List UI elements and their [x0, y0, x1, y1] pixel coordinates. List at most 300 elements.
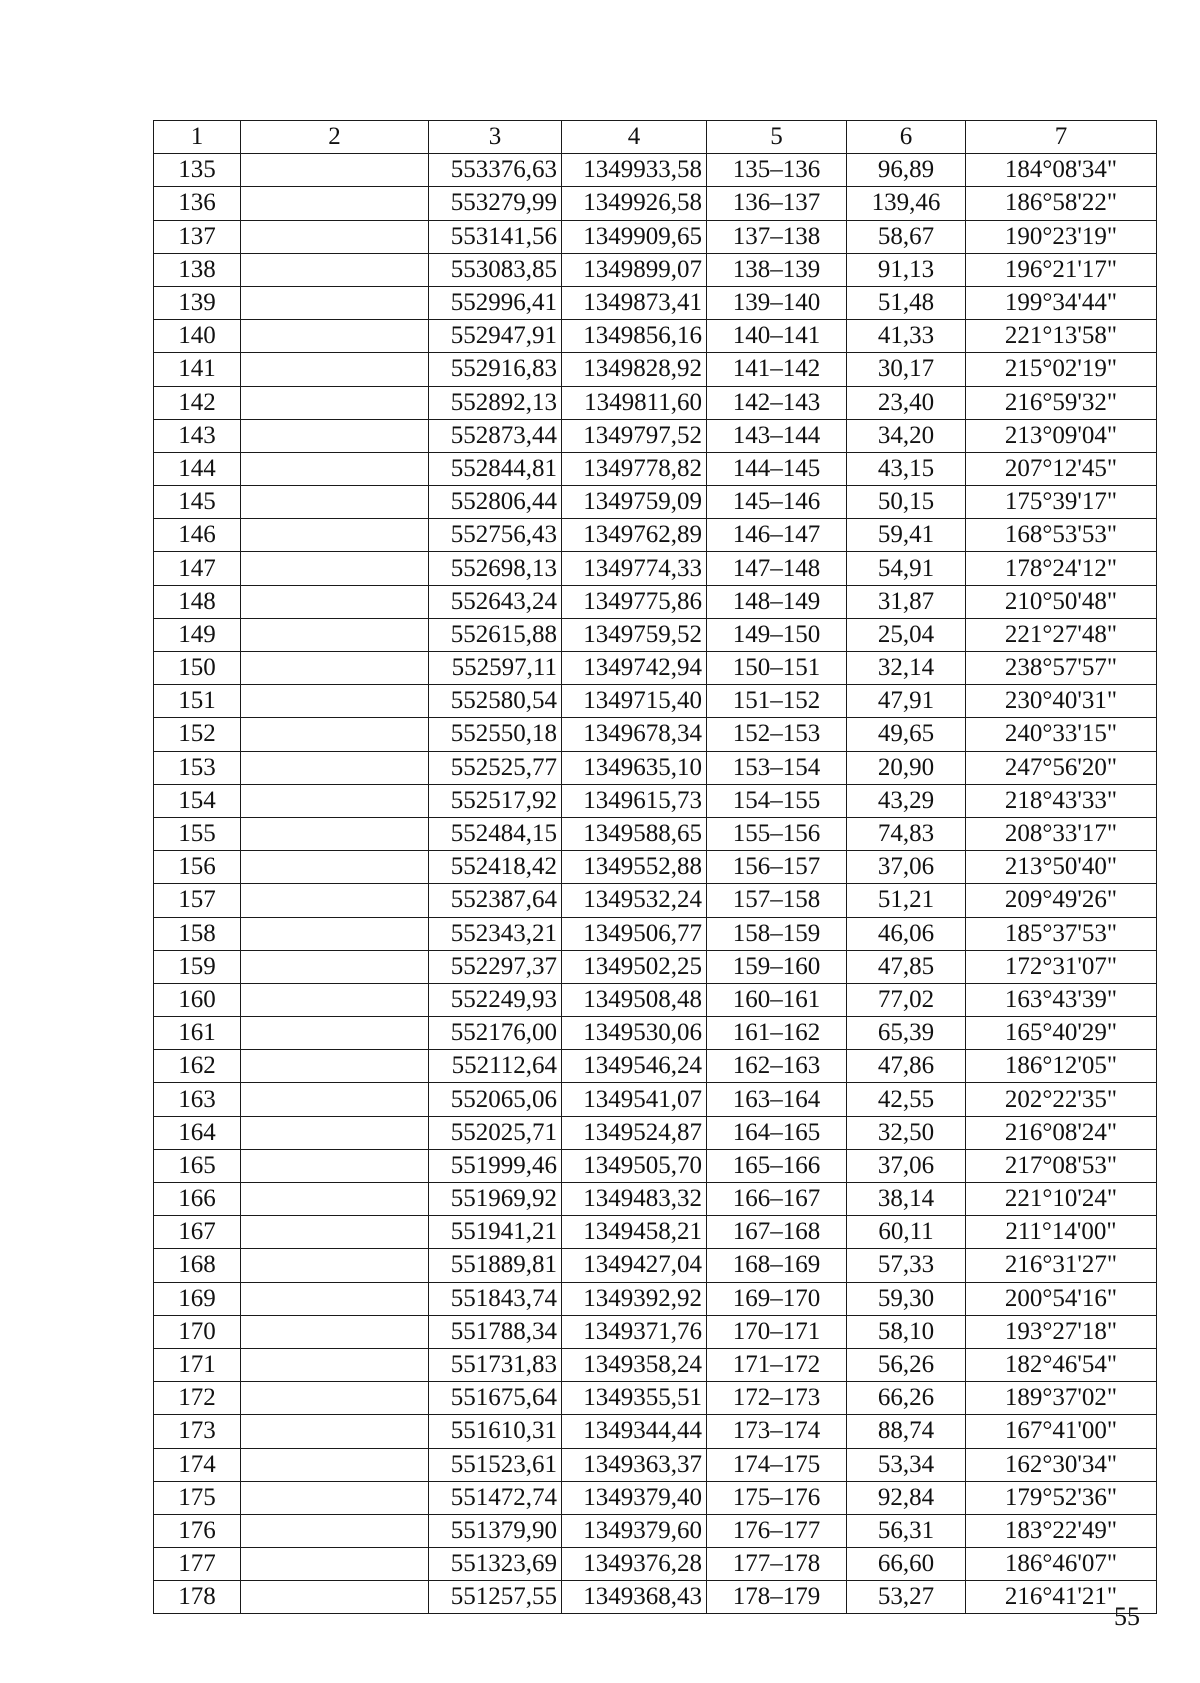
table-row	[154, 253, 1157, 286]
table-cell-col-1: 146	[154, 519, 241, 552]
table-cell-col-7: 211°14'00"	[966, 1216, 1157, 1249]
table-row	[154, 851, 1157, 884]
table-cell-col-3: 552525,77	[429, 751, 562, 784]
table-row	[154, 618, 1157, 651]
table-cell-col-3: 551323,69	[429, 1548, 562, 1581]
table-cell-col-7: 213°09'04"	[966, 419, 1157, 452]
table-cell-col-7: 210°50'48"	[966, 585, 1157, 618]
table-cell-col-7: 207°12'45"	[966, 452, 1157, 485]
table-cell-col-2	[241, 519, 429, 552]
table-cell-col-5: 177–178	[707, 1548, 847, 1581]
table-cell-col-7: 186°58'22"	[966, 187, 1157, 220]
table-cell-col-4: 1349506,77	[562, 917, 707, 950]
table-row	[154, 419, 1157, 452]
table-cell-col-4: 1349856,16	[562, 320, 707, 353]
table-cell-col-6: 66,26	[847, 1382, 966, 1415]
table-cell-col-5: 136–137	[707, 187, 847, 220]
table-cell-col-6: 56,26	[847, 1348, 966, 1381]
table-cell-col-3: 552756,43	[429, 519, 562, 552]
table-cell-col-7: 221°13'58"	[966, 320, 1157, 353]
table-cell-col-5: 156–157	[707, 851, 847, 884]
table-cell-col-2	[241, 1415, 429, 1448]
table-cell-col-6: 49,65	[847, 718, 966, 751]
table-row	[154, 353, 1157, 386]
table-cell-col-1: 166	[154, 1183, 241, 1216]
column-header-7: 7	[966, 121, 1157, 154]
table-cell-col-4: 1349508,48	[562, 983, 707, 1016]
table-cell-col-4: 1349635,10	[562, 751, 707, 784]
table-cell-col-4: 1349530,06	[562, 1017, 707, 1050]
table-cell-col-4: 1349379,40	[562, 1481, 707, 1514]
table-cell-col-1: 150	[154, 652, 241, 685]
table-cell-col-7: 216°59'32"	[966, 386, 1157, 419]
table-cell-col-4: 1349715,40	[562, 685, 707, 718]
table-cell-col-6: 37,06	[847, 1149, 966, 1182]
table-cell-col-2	[241, 1481, 429, 1514]
table-cell-col-2	[241, 1315, 429, 1348]
table-cell-col-2	[241, 1116, 429, 1149]
table-cell-col-4: 1349344,44	[562, 1415, 707, 1448]
table-cell-col-2	[241, 286, 429, 319]
table-cell-col-1: 174	[154, 1448, 241, 1481]
table-cell-col-6: 58,10	[847, 1315, 966, 1348]
table-cell-col-3: 552916,83	[429, 353, 562, 386]
table-cell-col-2	[241, 1348, 429, 1381]
table-cell-col-4: 1349926,58	[562, 187, 707, 220]
table-cell-col-4: 1349615,73	[562, 784, 707, 817]
table-cell-col-6: 60,11	[847, 1216, 966, 1249]
table-cell-col-1: 140	[154, 320, 241, 353]
table-row	[154, 1050, 1157, 1083]
table-cell-col-3: 552643,24	[429, 585, 562, 618]
table-cell-col-1: 163	[154, 1083, 241, 1116]
table-cell-col-6: 74,83	[847, 817, 966, 850]
table-cell-col-5: 140–141	[707, 320, 847, 353]
table-cell-col-6: 54,91	[847, 552, 966, 585]
table-body	[154, 154, 1157, 1614]
table-row	[154, 1183, 1157, 1216]
table-row	[154, 983, 1157, 1016]
table-cell-col-2	[241, 1382, 429, 1415]
table-cell-col-2	[241, 1581, 429, 1614]
table-cell-col-6: 88,74	[847, 1415, 966, 1448]
table-cell-col-1: 136	[154, 187, 241, 220]
table-cell-col-4: 1349392,92	[562, 1282, 707, 1315]
table-cell-col-6: 37,06	[847, 851, 966, 884]
table-cell-col-6: 51,21	[847, 884, 966, 917]
table-cell-col-6: 47,85	[847, 950, 966, 983]
table-cell-col-1: 170	[154, 1315, 241, 1348]
table-cell-col-4: 1349778,82	[562, 452, 707, 485]
table-row	[154, 1216, 1157, 1249]
table-cell-col-4: 1349376,28	[562, 1548, 707, 1581]
table-cell-col-3: 551731,83	[429, 1348, 562, 1381]
table-cell-col-6: 41,33	[847, 320, 966, 353]
table-row	[154, 817, 1157, 850]
table-cell-col-7: 196°21'17"	[966, 253, 1157, 286]
table-cell-col-3: 552597,11	[429, 652, 562, 685]
table-cell-col-4: 1349458,21	[562, 1216, 707, 1249]
table-cell-col-4: 1349899,07	[562, 253, 707, 286]
table-cell-col-4: 1349546,24	[562, 1050, 707, 1083]
table-row	[154, 652, 1157, 685]
table-cell-col-2	[241, 950, 429, 983]
table-cell-col-6: 59,41	[847, 519, 966, 552]
table-cell-col-4: 1349355,51	[562, 1382, 707, 1415]
table-cell-col-4: 1349678,34	[562, 718, 707, 751]
table-cell-col-4: 1349588,65	[562, 817, 707, 850]
table-cell-col-2	[241, 1083, 429, 1116]
table-cell-col-7: 162°30'34"	[966, 1448, 1157, 1481]
table-cell-col-4: 1349909,65	[562, 220, 707, 253]
table-cell-col-5: 160–161	[707, 983, 847, 1016]
table-cell-col-2	[241, 983, 429, 1016]
table-cell-col-7: 240°33'15"	[966, 718, 1157, 751]
table-cell-col-3: 551472,74	[429, 1481, 562, 1514]
table-cell-col-3: 552297,37	[429, 950, 562, 983]
table-cell-col-6: 92,84	[847, 1481, 966, 1514]
table-row	[154, 1448, 1157, 1481]
table-cell-col-6: 56,31	[847, 1514, 966, 1547]
table-cell-col-2	[241, 652, 429, 685]
table-cell-col-5: 143–144	[707, 419, 847, 452]
table-cell-col-5: 151–152	[707, 685, 847, 718]
table-cell-col-3: 552343,21	[429, 917, 562, 950]
table-cell-col-2	[241, 618, 429, 651]
table-cell-col-5: 155–156	[707, 817, 847, 850]
table-cell-col-3: 553376,63	[429, 154, 562, 187]
table-cell-col-3: 552025,71	[429, 1116, 562, 1149]
table-cell-col-2	[241, 419, 429, 452]
table-cell-col-4: 1349873,41	[562, 286, 707, 319]
table-cell-col-2	[241, 1183, 429, 1216]
table-cell-col-4: 1349427,04	[562, 1249, 707, 1282]
table-cell-col-7: 217°08'53"	[966, 1149, 1157, 1182]
table-cell-col-7: 216°31'27"	[966, 1249, 1157, 1282]
table-cell-col-7: 247°56'20"	[966, 751, 1157, 784]
table-cell-col-5: 135–136	[707, 154, 847, 187]
table-cell-col-4: 1349358,24	[562, 1348, 707, 1381]
table-cell-col-1: 167	[154, 1216, 241, 1249]
table-cell-col-7: 216°41'21"	[966, 1581, 1157, 1614]
table-cell-col-2	[241, 154, 429, 187]
table-cell-col-5: 147–148	[707, 552, 847, 585]
table-cell-col-7: 193°27'18"	[966, 1315, 1157, 1348]
table-cell-col-2	[241, 685, 429, 718]
table-cell-col-6: 53,27	[847, 1581, 966, 1614]
table-cell-col-3: 551523,61	[429, 1448, 562, 1481]
table-cell-col-2	[241, 386, 429, 419]
table-cell-col-6: 38,14	[847, 1183, 966, 1216]
table-cell-col-5: 148–149	[707, 585, 847, 618]
table-cell-col-5: 150–151	[707, 652, 847, 685]
column-header-2: 2	[241, 121, 429, 154]
table-cell-col-1: 157	[154, 884, 241, 917]
table-cell-col-1: 148	[154, 585, 241, 618]
table-cell-col-1: 164	[154, 1116, 241, 1149]
table-row	[154, 486, 1157, 519]
table-cell-col-2	[241, 486, 429, 519]
table-cell-col-5: 142–143	[707, 386, 847, 419]
table-cell-col-3: 552112,64	[429, 1050, 562, 1083]
table-cell-col-7: 202°22'35"	[966, 1083, 1157, 1116]
table-cell-col-3: 552806,44	[429, 486, 562, 519]
table-cell-col-7: 238°57'57"	[966, 652, 1157, 685]
table-cell-col-4: 1349759,09	[562, 486, 707, 519]
table-cell-col-2	[241, 718, 429, 751]
table-cell-col-3: 552892,13	[429, 386, 562, 419]
table-row	[154, 320, 1157, 353]
table-cell-col-5: 139–140	[707, 286, 847, 319]
table-cell-col-3: 552517,92	[429, 784, 562, 817]
table-cell-col-3: 552615,88	[429, 618, 562, 651]
table-cell-col-2	[241, 851, 429, 884]
table-cell-col-5: 168–169	[707, 1249, 847, 1282]
table-cell-col-2	[241, 452, 429, 485]
table-cell-col-1: 149	[154, 618, 241, 651]
table-cell-col-7: 167°41'00"	[966, 1415, 1157, 1448]
table-cell-col-7: 165°40'29"	[966, 1017, 1157, 1050]
table-cell-col-1: 153	[154, 751, 241, 784]
table-cell-col-3: 552249,93	[429, 983, 562, 1016]
table-cell-col-7: 163°43'39"	[966, 983, 1157, 1016]
table-cell-col-6: 65,39	[847, 1017, 966, 1050]
table-cell-col-1: 169	[154, 1282, 241, 1315]
table-cell-col-3: 551999,46	[429, 1149, 562, 1182]
table-cell-col-1: 147	[154, 552, 241, 585]
table-cell-col-2	[241, 253, 429, 286]
table-cell-col-4: 1349502,25	[562, 950, 707, 983]
table-cell-col-2	[241, 1282, 429, 1315]
table-cell-col-6: 53,34	[847, 1448, 966, 1481]
table-cell-col-7: 190°23'19"	[966, 220, 1157, 253]
table-cell-col-3: 551257,55	[429, 1581, 562, 1614]
table-header-row	[154, 121, 1157, 154]
table-cell-col-4: 1349379,60	[562, 1514, 707, 1547]
table-cell-col-1: 155	[154, 817, 241, 850]
table-row	[154, 784, 1157, 817]
table-cell-col-7: 186°12'05"	[966, 1050, 1157, 1083]
table-cell-col-1: 144	[154, 452, 241, 485]
table-row	[154, 386, 1157, 419]
table-cell-col-1: 175	[154, 1481, 241, 1514]
table-cell-col-4: 1349828,92	[562, 353, 707, 386]
table-cell-col-3: 552065,06	[429, 1083, 562, 1116]
table-cell-col-7: 200°54'16"	[966, 1282, 1157, 1315]
table-cell-col-2	[241, 817, 429, 850]
table-cell-col-7: 186°46'07"	[966, 1548, 1157, 1581]
table-row	[154, 1348, 1157, 1381]
table-cell-col-3: 551843,74	[429, 1282, 562, 1315]
table-cell-col-1: 171	[154, 1348, 241, 1381]
table-cell-col-6: 58,67	[847, 220, 966, 253]
page-number: 55	[1114, 1602, 1140, 1631]
table-cell-col-5: 153–154	[707, 751, 847, 784]
table-row	[154, 585, 1157, 618]
table-cell-col-4: 1349774,33	[562, 552, 707, 585]
table-cell-col-5: 178–179	[707, 1581, 847, 1614]
table-cell-col-5: 149–150	[707, 618, 847, 651]
coordinates-table	[153, 120, 1157, 1614]
table-cell-col-6: 47,86	[847, 1050, 966, 1083]
table-cell-col-6: 96,89	[847, 154, 966, 187]
table-cell-col-3: 551675,64	[429, 1382, 562, 1415]
table-cell-col-3: 552418,42	[429, 851, 562, 884]
table-cell-col-3: 552873,44	[429, 419, 562, 452]
table-cell-col-4: 1349371,76	[562, 1315, 707, 1348]
table-row	[154, 1282, 1157, 1315]
table-cell-col-3: 552996,41	[429, 286, 562, 319]
table-cell-col-5: 171–172	[707, 1348, 847, 1381]
table-cell-col-1: 177	[154, 1548, 241, 1581]
table-cell-col-7: 199°34'44"	[966, 286, 1157, 319]
table-cell-col-3: 551969,92	[429, 1183, 562, 1216]
table-row	[154, 1481, 1157, 1514]
table-cell-col-1: 152	[154, 718, 241, 751]
column-header-4: 4	[562, 121, 707, 154]
table-cell-col-2	[241, 1448, 429, 1481]
column-header-5: 5	[707, 121, 847, 154]
table-cell-col-7: 189°37'02"	[966, 1382, 1157, 1415]
table-cell-col-4: 1349759,52	[562, 618, 707, 651]
table-cell-col-7: 184°08'34"	[966, 154, 1157, 187]
table-cell-col-4: 1349552,88	[562, 851, 707, 884]
table-cell-col-1: 143	[154, 419, 241, 452]
table-cell-col-2	[241, 1249, 429, 1282]
table-cell-col-1: 172	[154, 1382, 241, 1415]
column-header-3: 3	[429, 121, 562, 154]
table-cell-col-3: 552844,81	[429, 452, 562, 485]
table-row	[154, 1149, 1157, 1182]
table-cell-col-5: 172–173	[707, 1382, 847, 1415]
table-cell-col-6: 31,87	[847, 585, 966, 618]
table-cell-col-6: 91,13	[847, 253, 966, 286]
table-cell-col-5: 158–159	[707, 917, 847, 950]
table-row	[154, 220, 1157, 253]
table-cell-col-6: 43,29	[847, 784, 966, 817]
table-cell-col-3: 552580,54	[429, 685, 562, 718]
table-cell-col-1: 168	[154, 1249, 241, 1282]
table-cell-col-7: 182°46'54"	[966, 1348, 1157, 1381]
table-row	[154, 1083, 1157, 1116]
table-cell-col-1: 135	[154, 154, 241, 187]
table-row	[154, 1382, 1157, 1415]
table-cell-col-3: 551889,81	[429, 1249, 562, 1282]
table-row	[154, 1315, 1157, 1348]
table-cell-col-6: 34,20	[847, 419, 966, 452]
table-cell-col-2	[241, 884, 429, 917]
table-cell-col-5: 159–160	[707, 950, 847, 983]
table-cell-col-5: 174–175	[707, 1448, 847, 1481]
table-cell-col-7: 209°49'26"	[966, 884, 1157, 917]
table-cell-col-5: 176–177	[707, 1514, 847, 1547]
table-cell-col-6: 20,90	[847, 751, 966, 784]
table-cell-col-4: 1349762,89	[562, 519, 707, 552]
table-cell-col-4: 1349933,58	[562, 154, 707, 187]
table-cell-col-4: 1349363,37	[562, 1448, 707, 1481]
table-cell-col-2	[241, 1216, 429, 1249]
table-cell-col-3: 552484,15	[429, 817, 562, 850]
table-cell-col-4: 1349811,60	[562, 386, 707, 419]
table-cell-col-4: 1349524,87	[562, 1116, 707, 1149]
table-cell-col-4: 1349541,07	[562, 1083, 707, 1116]
table-cell-col-5: 163–164	[707, 1083, 847, 1116]
table-cell-col-7: 221°10'24"	[966, 1183, 1157, 1216]
table-cell-col-7: 208°33'17"	[966, 817, 1157, 850]
table-cell-col-6: 23,40	[847, 386, 966, 419]
table-cell-col-3: 551941,21	[429, 1216, 562, 1249]
table-cell-col-7: 179°52'36"	[966, 1481, 1157, 1514]
table-cell-col-4: 1349532,24	[562, 884, 707, 917]
table-cell-col-3: 551379,90	[429, 1514, 562, 1547]
table-cell-col-5: 144–145	[707, 452, 847, 485]
table-cell-col-1: 176	[154, 1514, 241, 1547]
table-cell-col-6: 46,06	[847, 917, 966, 950]
table-row	[154, 1415, 1157, 1448]
table-cell-col-5: 137–138	[707, 220, 847, 253]
table-cell-col-7: 178°24'12"	[966, 552, 1157, 585]
table-cell-col-6: 66,60	[847, 1548, 966, 1581]
table-cell-col-5: 166–167	[707, 1183, 847, 1216]
table-cell-col-2	[241, 1514, 429, 1547]
table-row	[154, 718, 1157, 751]
table-cell-col-1: 154	[154, 784, 241, 817]
table-row	[154, 685, 1157, 718]
table-cell-col-2	[241, 320, 429, 353]
table-row	[154, 884, 1157, 917]
table-cell-col-5: 170–171	[707, 1315, 847, 1348]
table-cell-col-6: 43,15	[847, 452, 966, 485]
table-row	[154, 154, 1157, 187]
table-row	[154, 950, 1157, 983]
table-cell-col-6: 139,46	[847, 187, 966, 220]
table-cell-col-5: 164–165	[707, 1116, 847, 1149]
table-cell-col-4: 1349775,86	[562, 585, 707, 618]
table-cell-col-7: 215°02'19"	[966, 353, 1157, 386]
table-cell-col-3: 551610,31	[429, 1415, 562, 1448]
table-cell-col-7: 175°39'17"	[966, 486, 1157, 519]
column-header-1: 1	[154, 121, 241, 154]
table-row	[154, 751, 1157, 784]
table-cell-col-2	[241, 751, 429, 784]
table-cell-col-2	[241, 187, 429, 220]
table-cell-col-6: 42,55	[847, 1083, 966, 1116]
table-cell-col-6: 51,48	[847, 286, 966, 319]
table-row	[154, 519, 1157, 552]
table-cell-col-4: 1349797,52	[562, 419, 707, 452]
table-cell-col-1: 159	[154, 950, 241, 983]
table-cell-col-1: 141	[154, 353, 241, 386]
table-cell-col-2	[241, 1548, 429, 1581]
table-cell-col-2	[241, 585, 429, 618]
column-header-6: 6	[847, 121, 966, 154]
table-cell-col-1: 137	[154, 220, 241, 253]
table-cell-col-6: 50,15	[847, 486, 966, 519]
table-cell-col-4: 1349505,70	[562, 1149, 707, 1182]
table-cell-col-5: 165–166	[707, 1149, 847, 1182]
table-cell-col-7: 213°50'40"	[966, 851, 1157, 884]
table-cell-col-1: 138	[154, 253, 241, 286]
table-cell-col-6: 25,04	[847, 618, 966, 651]
table-row	[154, 1548, 1157, 1581]
table-cell-col-2	[241, 1017, 429, 1050]
table-cell-col-2	[241, 1149, 429, 1182]
table-cell-col-1: 158	[154, 917, 241, 950]
table-cell-col-6: 32,50	[847, 1116, 966, 1149]
table-cell-col-1: 178	[154, 1581, 241, 1614]
table-cell-col-5: 169–170	[707, 1282, 847, 1315]
table-cell-col-7: 230°40'31"	[966, 685, 1157, 718]
